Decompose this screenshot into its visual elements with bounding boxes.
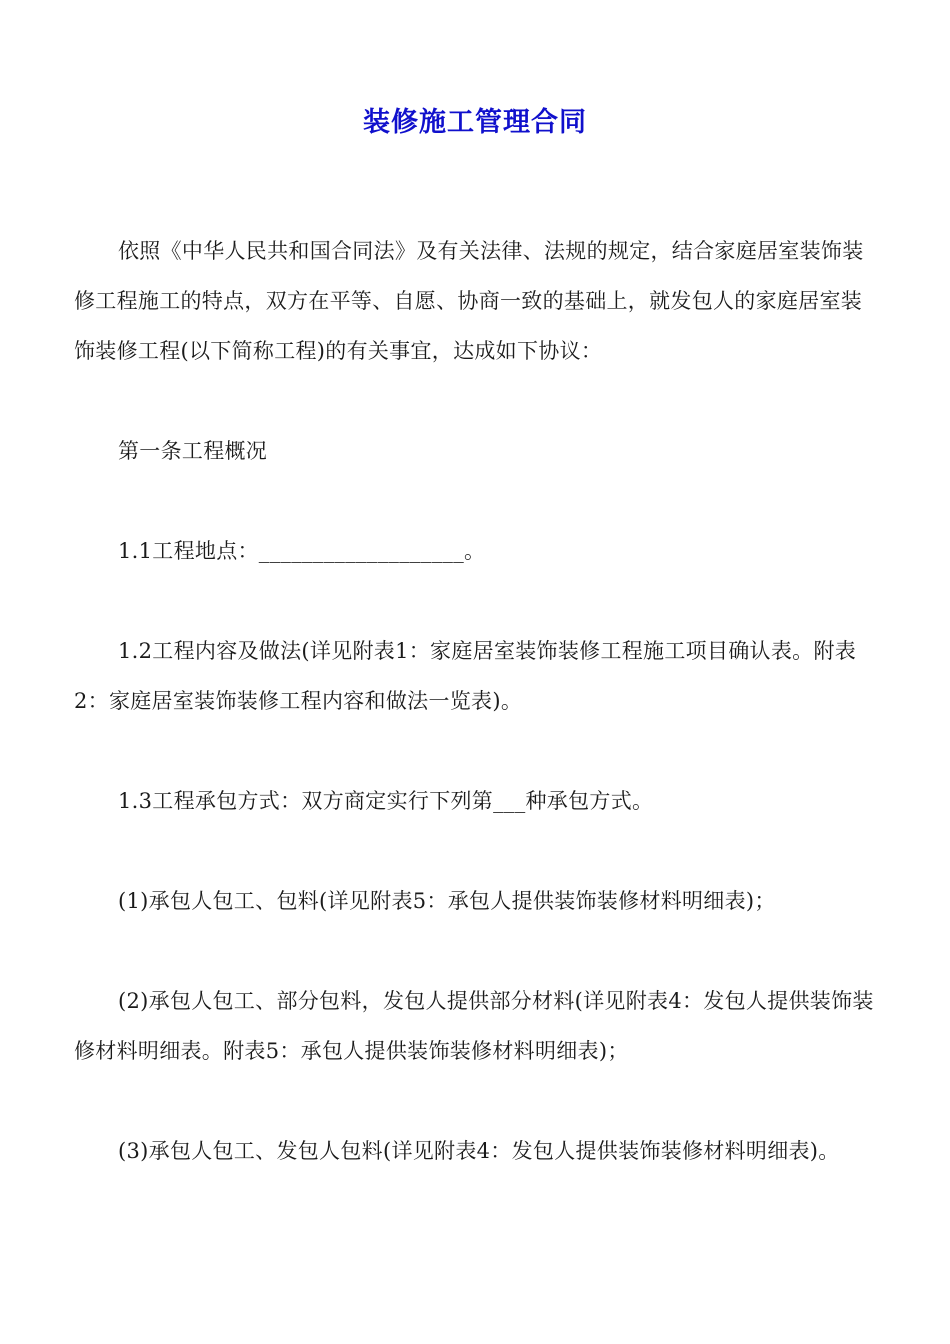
clause-1-3: 1.3工程承包方式：双方商定实行下列第___种承包方式。: [118, 789, 654, 813]
option-1: (1)承包人包工、包料(详见附表5：承包人提供装饰装修材料明细表)；: [118, 889, 776, 913]
section-heading: 第一条工程概况: [118, 439, 268, 463]
option-2: (2)承包人包工、部分包料，发包人提供部分材料(详见附表4：发包人提供装饰装修材料明细表。附表5：承包人提供装饰装修材料明细表)；: [74, 989, 874, 1063]
clause-1-2: 1.2工程内容及做法(详见附表1：家庭居室装饰装修工程施工项目确认表。附表2：家庭居室装饰装修工程内容和做法一览表)。: [74, 639, 857, 713]
intro-paragraph: 依照《中华人民共和国合同法》及有关法律、法规的规定，结合家庭居室装饰装修工程施工的特点，双方在平等、自愿、协商一致的基础上，就发包人的家庭居室装饰装修工程(以下简称工程)的有关事宜，达成如下协议：: [74, 239, 864, 363]
option-3: (3)承包人包工、发包人包料(详见附表4：发包人提供装饰装修材料明细表)。: [118, 1139, 840, 1163]
document-title: 装修施工管理合同: [363, 107, 587, 139]
clause-1-1: 1.1工程地点：___________________。: [118, 539, 486, 563]
